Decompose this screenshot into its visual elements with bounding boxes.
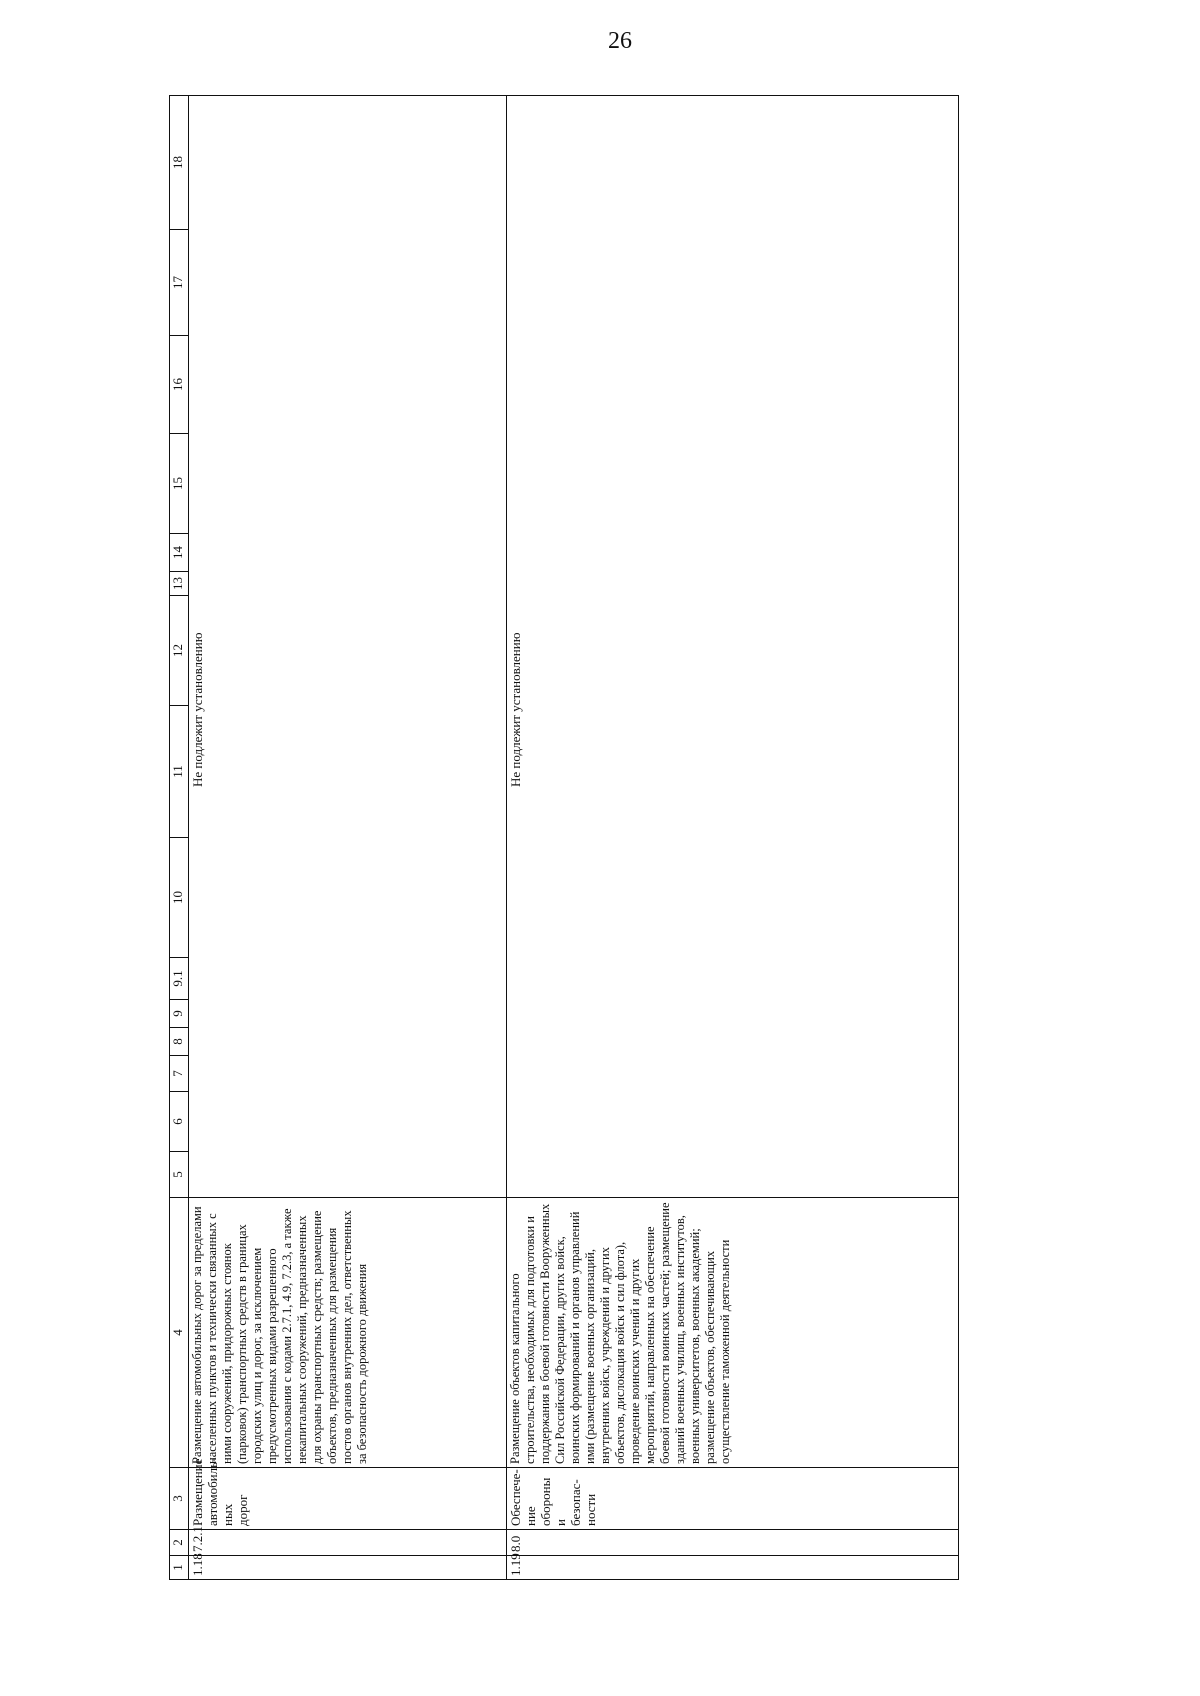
page-number: 26 (608, 28, 632, 54)
header-row (170, 96, 189, 1580)
row-code: 8.0 (507, 1530, 959, 1556)
header-col-4: 4 (170, 1198, 189, 1468)
row-code: 7.2.1 (189, 1530, 507, 1556)
header-col-9-1: 9.1 (170, 958, 189, 1000)
header-col-7: 7 (170, 1056, 189, 1092)
header-col-14: 14 (170, 534, 189, 572)
header-col-3: 3 (170, 1468, 189, 1530)
row-note-text: Не подлежит установлению (508, 632, 523, 787)
rotated-table-container (169, 96, 958, 1580)
header-col-6: 6 (170, 1092, 189, 1152)
header-col-18: 18 (170, 96, 189, 230)
land-use-table (169, 95, 959, 1580)
header-col-1: 1 (170, 1556, 189, 1580)
table-row (507, 96, 959, 1580)
row-note (507, 96, 959, 1198)
row-name: Размещение автомобиль-ных дорог (189, 1468, 507, 1530)
row-description: Размещение автомобильных дорог за пределами населенных пунктов и технически связанных с ними сооружений, придорожных стоянок (парковок) транспортных средств в границах городских улиц и дорог, за исключением предусмотренных видами разрешенного использования с кодами 2.7.1, 4.9, 7.2.3, а также некапитальных сооружений, предназначенных для охраны транспортных средств; размещение объектов, предназначенных для размещения постов органов внутренних дел, ответственных за безопасность дорожного движения (189, 1198, 507, 1468)
header-col-15: 15 (170, 434, 189, 534)
row-note-text: Не подлежит установлению (190, 632, 205, 787)
row-name: Обеспече-ние обороны и безопас-ности (507, 1468, 959, 1530)
row-note (189, 96, 507, 1198)
header-col-13: 13 (170, 572, 189, 596)
row-number: 1.19 (507, 1556, 959, 1580)
header-col-2: 2 (170, 1530, 189, 1556)
table-row (189, 96, 507, 1580)
header-col-11: 11 (170, 706, 189, 838)
header-col-16: 16 (170, 336, 189, 434)
header-col-10: 10 (170, 838, 189, 958)
header-col-12: 12 (170, 596, 189, 706)
header-col-9: 9 (170, 1000, 189, 1028)
header-col-17: 17 (170, 230, 189, 336)
row-number: 1.18 (189, 1556, 507, 1580)
row-description: Размещение объектов капитального строительства, необходимых для подготовки и поддержания в боевой готовности Вооруженных Сил Российской Федерации, других войск, воинских формирований и органов управлений ими (размещение военных организаций, внутренних войск, учреждений и других объектов, дислокация войск и сил флота), проведение воинских учений и других мероприятий, направленных на обеспечение боевой готовности воинских частей; размещение зданий военных училищ, военных институтов, военных университетов, военных академий; размещение объектов, обеспечивающих осуществление таможенной деятельности (507, 1198, 959, 1468)
header-col-5: 5 (170, 1152, 189, 1198)
header-col-8: 8 (170, 1028, 189, 1056)
